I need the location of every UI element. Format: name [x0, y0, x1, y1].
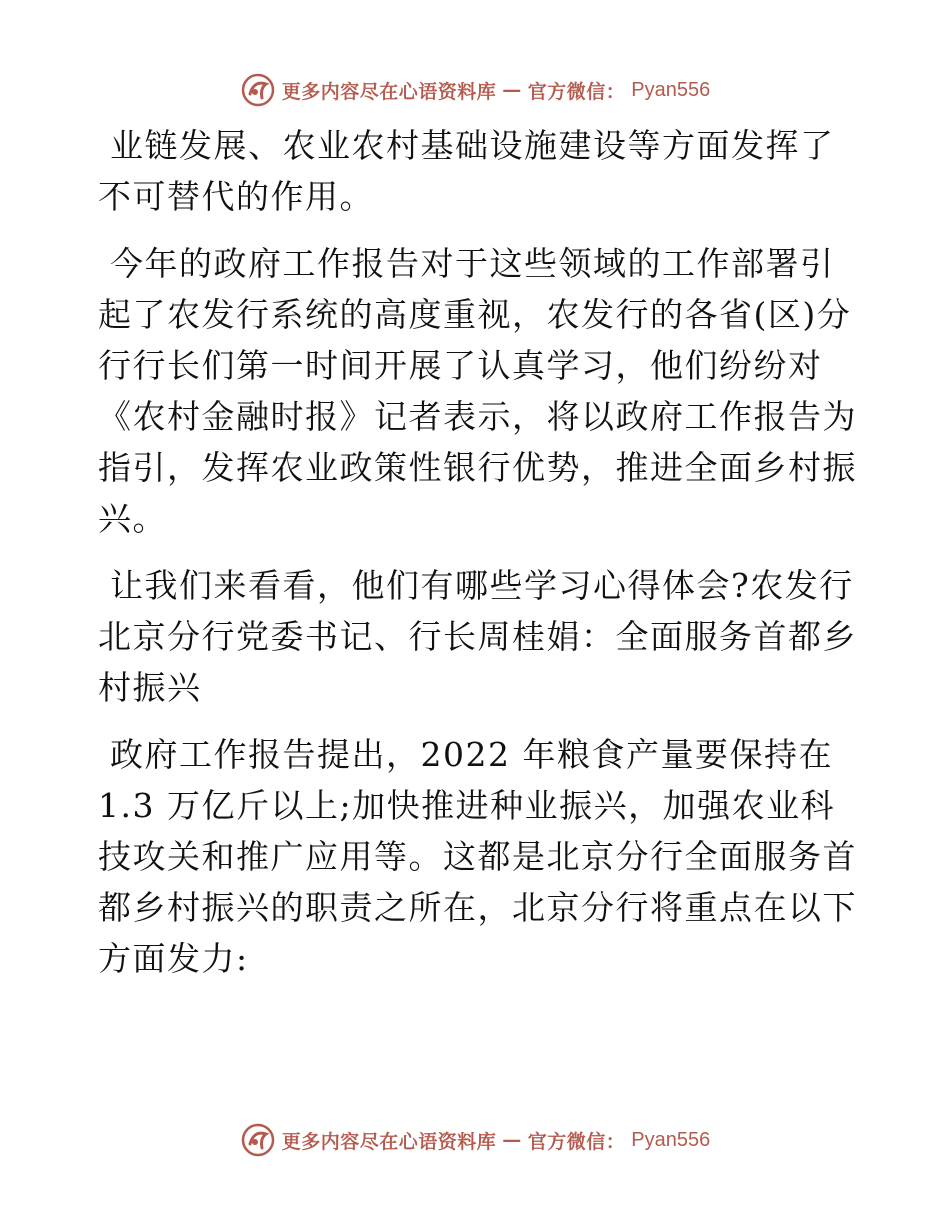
- paragraph: 今年的政府工作报告对于这些领域的工作部署引起了农发行系统的高度重视，农发行的各省(区)分行行长们第一时间开展了认真学习，他们纷纷对《农村金融时报》记者表示，将以政府工作报告为指引，发挥农业政策性银行优势，推进全面乡村振兴。: [98, 244, 857, 538]
- document-body: [98, 120, 858, 1000]
- red-swirl-logo-icon: [240, 1122, 276, 1158]
- red-swirl-logo-icon: [240, 72, 276, 108]
- watermark-wechat-id: Pyan556: [631, 1128, 711, 1151]
- header-watermark: [0, 70, 950, 110]
- watermark-separator: —: [502, 79, 522, 101]
- watermark-separator: —: [502, 1129, 522, 1151]
- paragraph: 让我们来看看，他们有哪些学习心得体会?农发行北京分行党委书记、行长周桂娟：全面服务首都乡村振兴: [98, 566, 857, 707]
- paragraph: 政府工作报告提出，2022 年粮食产量要保持在1.3 万亿斤以上;加快推进种业振兴，加强农业科技攻关和推广应用等。这都是北京分行全面服务首都乡村振兴的职责之所在，北京分行将重点在以下方面发力:: [98, 735, 857, 978]
- paragraph: 业链发展、农业农村基础设施建设等方面发挥了不可替代的作用。: [98, 126, 835, 216]
- watermark-wechat-label: 官方微信：: [527, 80, 626, 103]
- watermark-brand-text: 更多内容尽在心语资料库: [281, 80, 497, 103]
- watermark-wechat-label: 官方微信：: [527, 1130, 626, 1153]
- watermark-brand-text: 更多内容尽在心语资料库: [281, 1130, 497, 1153]
- footer-watermark: [0, 1120, 950, 1160]
- watermark-wechat-id: Pyan556: [631, 78, 711, 101]
